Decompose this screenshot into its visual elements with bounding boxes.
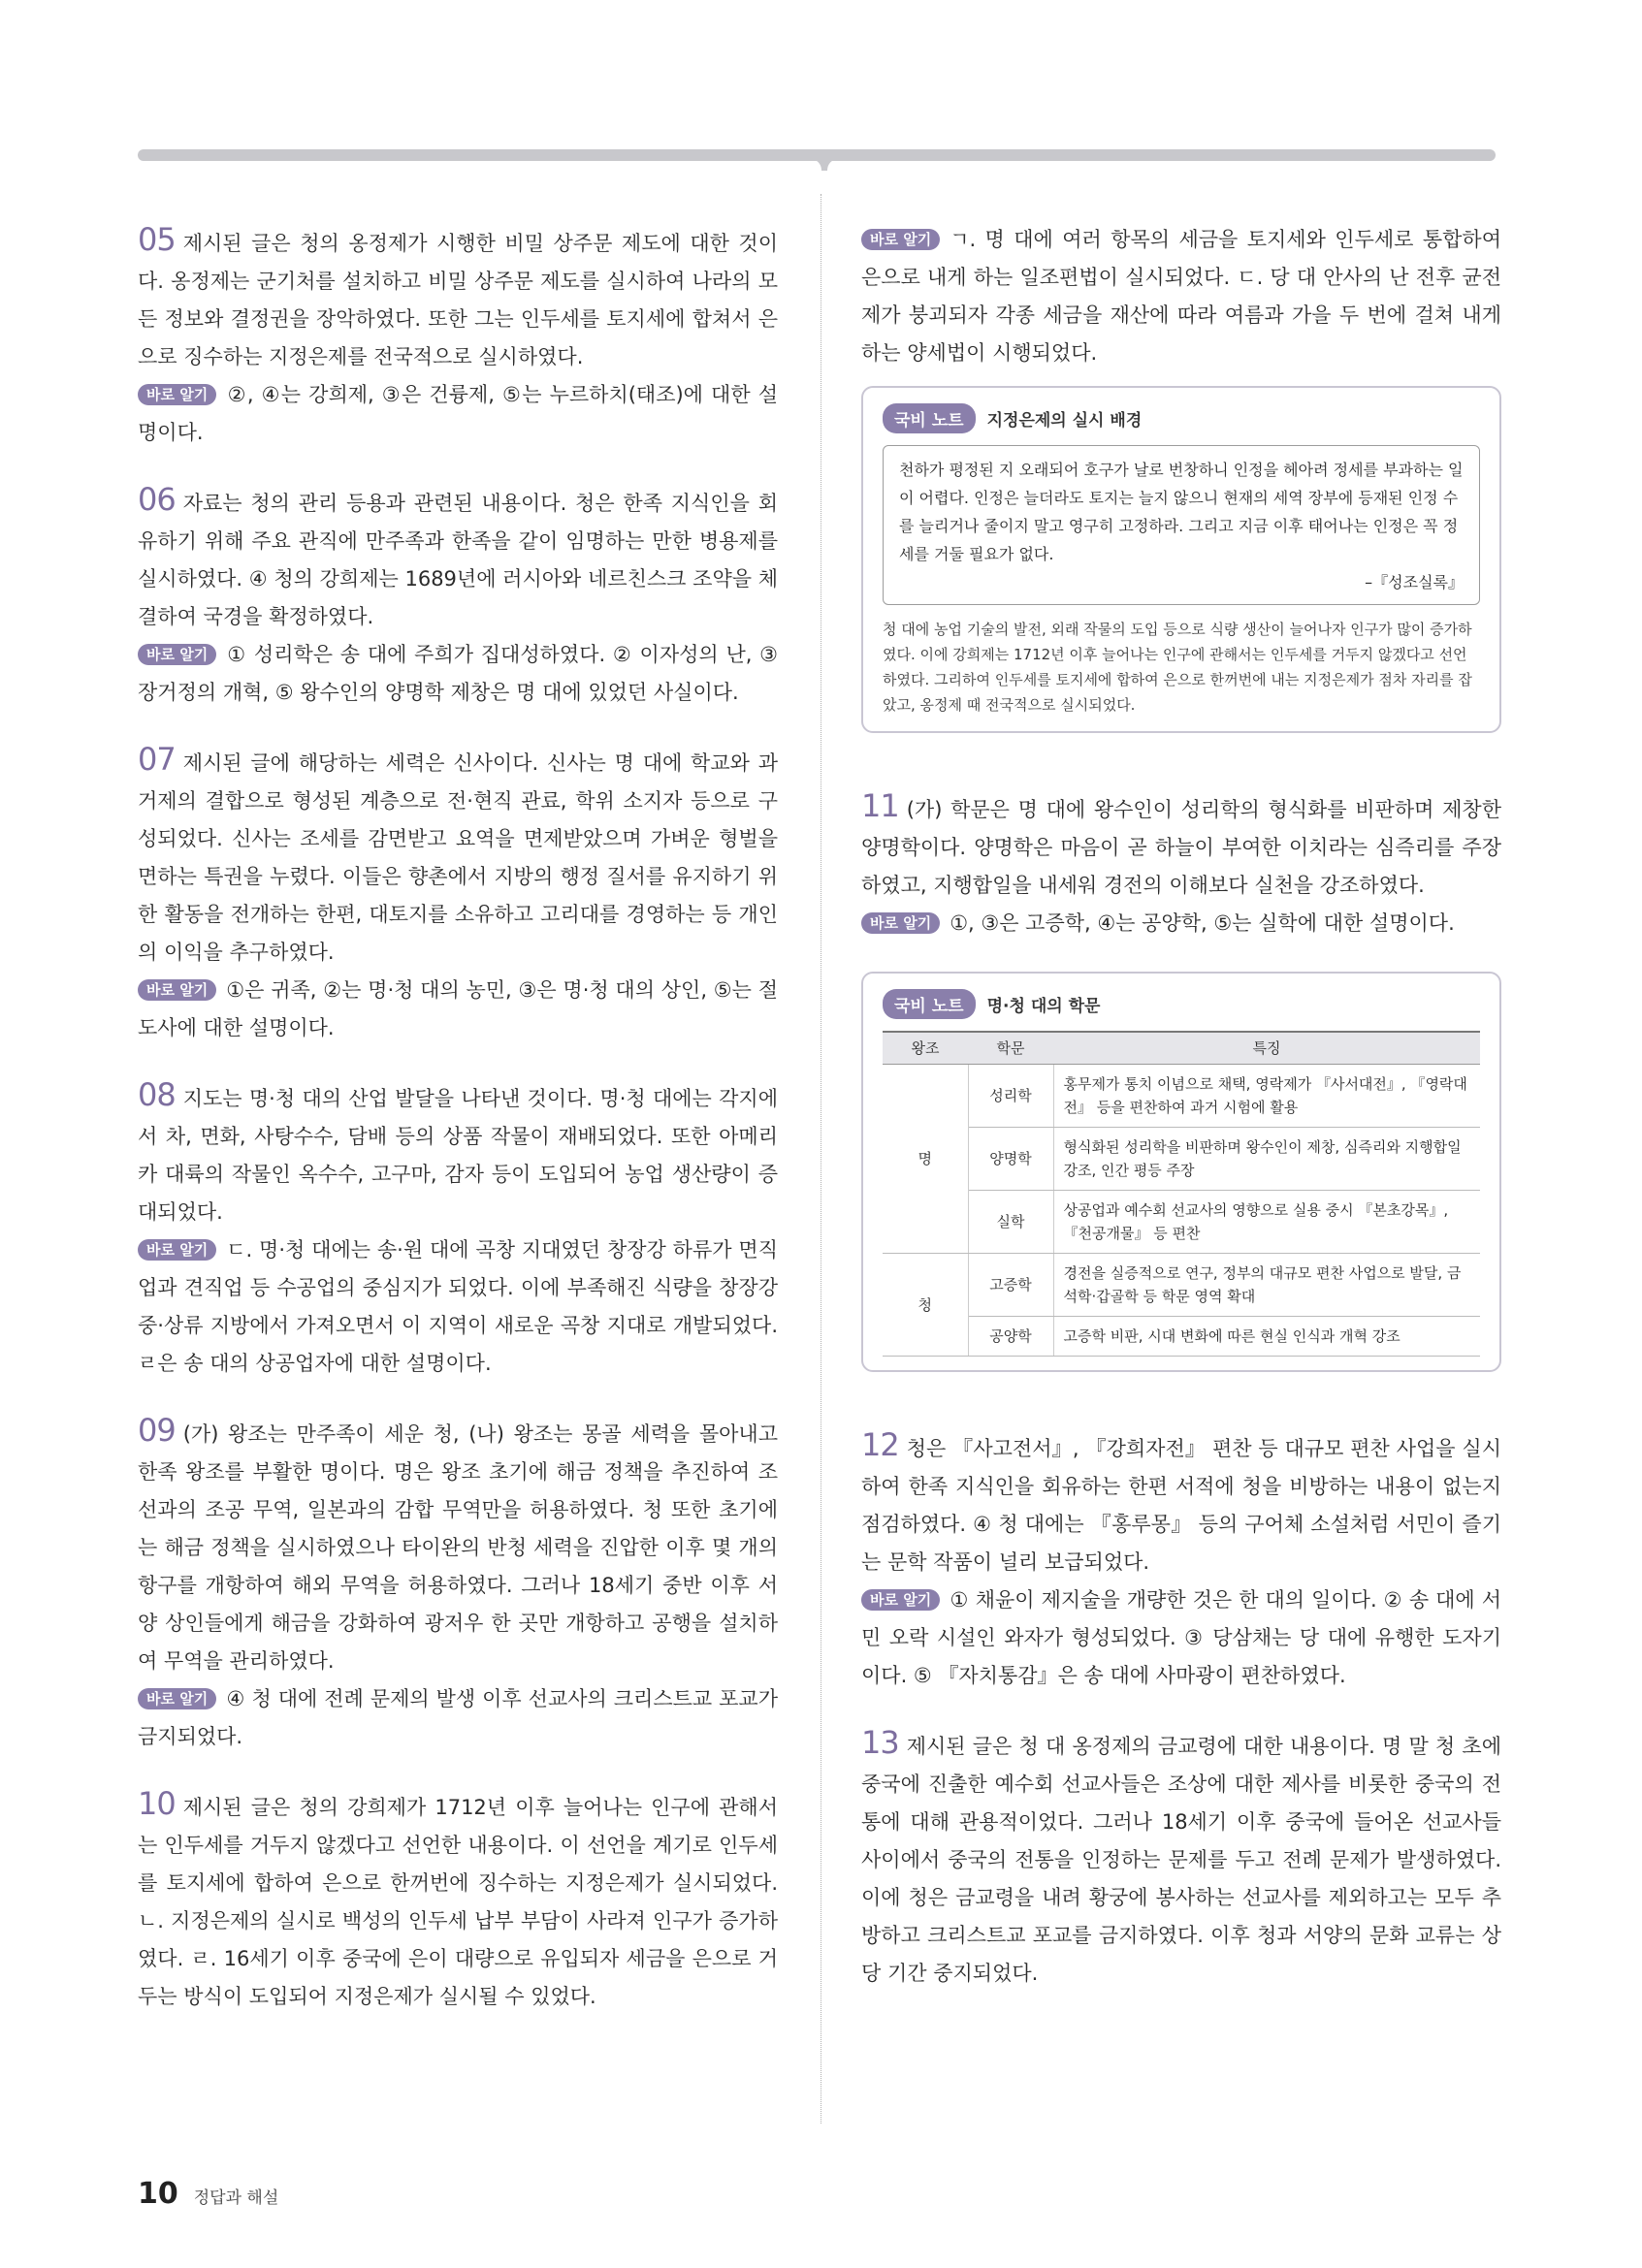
correct-badge: 바로 알기	[138, 979, 216, 1001]
feature-cell: 형식화된 성리학을 비판하며 왕수인이 제창, 심즉리와 지행합일 강조, 인간 평등 주장	[1053, 1128, 1480, 1191]
question-number: 10	[138, 1785, 176, 1822]
correct-badge: 바로 알기	[138, 1688, 216, 1709]
note-title: 지정은제의 실시 배경	[986, 411, 1143, 431]
feature-cell: 경전을 실증적으로 연구, 정부의 대규모 편찬 사업으로 발달, 금석학·갑골학 등 학문 영역 확대	[1053, 1254, 1480, 1317]
left-column	[138, 221, 778, 2045]
explanation-text: 제시된 글에 해당하는 세력은 신사이다. 신사는 명 대에 학교와 과거제의 결합으로 형성된 계층으로 전·현직 관료, 학위 소지자 등으로 구성되었다. 신사는 조세를 감면받고 요역을 면제받았으며 가벼운 형벌을 면하는 특권을 누렸다. 이들은 향촌에서 지방의 행정 질서를 유지하기 위한 활동을 전개하는 한편, 대토지를 소유하고 고리대를 경영하는 등 개인의 이익을 추구하였다.	[138, 751, 778, 964]
note-badge: 국비 노트	[883, 403, 976, 433]
question-number: 11	[861, 787, 899, 824]
feature-cell: 홍무제가 통치 이념으로 채택, 영락제가 『사서대전』, 『영락대전』 등을 편찬하여 과거 시험에 활용	[1053, 1065, 1480, 1128]
answer-12	[861, 1426, 1501, 1695]
correct-badge: 바로 알기	[138, 384, 216, 405]
table-row	[883, 1191, 1480, 1254]
explanation-text: (가) 학문은 명 대에 왕수인이 성리학의 형식화를 비판하며 제창한 양명학이다. 양명학은 마음이 곧 하늘이 부여한 이치라는 심즉리를 주장하였고, 지행합일을 내세워 경전의 이해보다 실천을 강조하였다.	[861, 798, 1501, 897]
answer-10	[138, 1785, 778, 2016]
header-study: 학문	[968, 1032, 1053, 1065]
study-cell: 고증학	[968, 1254, 1053, 1317]
explanation-text: 지도는 명·청 대의 산업 발달을 나타낸 것이다. 명·청 대에는 각지에서 차, 면화, 사탕수수, 담배 등의 상품 작물이 재배되었다. 또한 아메리카 대륙의 작물인 옥수수, 고구마, 감자 등이 도입되어 농업 생산량이 증대되었다.	[138, 1087, 778, 1224]
table-row	[883, 1317, 1480, 1357]
study-cell: 공양학	[968, 1317, 1053, 1357]
question-number: 13	[861, 1724, 899, 1761]
quote-source: –『성조실록』	[1365, 573, 1464, 591]
header-dynasty: 왕조	[883, 1032, 968, 1065]
correct-text: ① 성리학은 송 대에 주희가 집대성하였다. ② 이자성의 난, ③ 장거정의 개혁, ⑤ 왕수인의 양명학 제창은 명 대에 있었던 사실이다.	[138, 643, 778, 704]
page-label: 정답과 해설	[193, 2188, 279, 2208]
correct-badge: 바로 알기	[861, 1589, 940, 1611]
correct-badge: 바로 알기	[138, 1239, 216, 1261]
studies-table	[883, 1031, 1480, 1357]
question-number: 07	[138, 741, 176, 778]
feature-cell: 고증학 비판, 시대 변화에 따른 현실 인식과 개혁 강조	[1053, 1317, 1480, 1357]
note-header	[883, 989, 1480, 1019]
explanation-text: 자료는 청의 관리 등용과 관련된 내용이다. 청은 한족 지식인을 회유하기 위해 주요 관직에 만주족과 한족을 같이 임명하는 만한 병용제를 실시하였다. ④ 청의 강희제는 1689년에 러시아와 네르친스크 조약을 체결하여 국경을 확정하였다.	[138, 492, 778, 628]
answer-11	[861, 787, 1501, 942]
answer-13	[861, 1724, 1501, 1993]
dynasty-cell: 명	[883, 1065, 968, 1254]
answer-10-correct	[861, 221, 1501, 372]
bookmark-notch-icon	[795, 145, 853, 171]
note-header	[883, 403, 1480, 433]
explanation-text: (가) 왕조는 만주족이 세운 청, (나) 왕조는 몽골 세력을 몰아내고 한족 왕조를 부활한 명이다. 명은 왕조 초기에 해금 정책을 추진하여 조선과의 조공 무역, 일본과의 감합 무역만을 허용하였다. 청 또한 초기에는 해금 정책을 실시하였으나 타이완의 반청 세력을 진압한 이후 몇 개의 항구를 개항하여 해외 무역을 허용하였다. 그러나 18세기 중반 이후 서양 상인들에게 해금을 강화하여 광저우 한 곳만 개항하고 공행을 설치하여 무역을 관리하였다.	[138, 1422, 778, 1673]
explanation-text: 청은 『사고전서』, 『강희자전』 편찬 등 대규모 편찬 사업을 실시하여 한족 지식인을 회유하는 한편 서적에 청을 비방하는 내용이 없는지 점검하였다. ④ 청 대에는 『홍루몽』 등의 구어체 소설처럼 서민이 즐기는 문학 작품이 널리 보급되었다.	[861, 1437, 1501, 1574]
answer-06	[138, 481, 778, 712]
question-number: 09	[138, 1412, 176, 1449]
correct-text: ①은 귀족, ②는 명·청 대의 농민, ③은 명·청 대의 상인, ⑤는 절도사에 대한 설명이다.	[138, 978, 778, 1039]
source-quote-box	[883, 445, 1480, 605]
table-row	[883, 1128, 1480, 1191]
explanation-text: 제시된 글은 청의 옹정제가 시행한 비밀 상주문 제도에 대한 것이다. 옹정제는 군기처를 설치하고 비밀 상주문 제도를 실시하여 나라의 모든 정보와 결정권을 장악하였다. 또한 그는 인두세를 토지세에 합쳐서 은으로 징수하는 지정은제를 전국적으로 실시하였다.	[138, 232, 778, 368]
explanation-text: 제시된 글은 청의 강희제가 1712년 이후 늘어나는 인구에 관해서는 인두세를 거두지 않겠다고 선언한 내용이다. 이 선언을 계기로 인두세를 토지세에 합하여 은으로 한꺼번에 징수하는 지정은제가 실시되었다. ㄴ. 지정은제의 실시로 백성의 인두세 납부 부담이 사라져 인구가 증가하였다. ㄹ. 16세기 이후 중국에 은이 대량으로 유입되자 세금을 은으로 거두는 방식이 도입되어 지정은제가 실시될 수 있었다.	[138, 1796, 778, 2008]
correct-badge: 바로 알기	[861, 229, 940, 250]
answer-09	[138, 1412, 778, 1756]
question-number: 12	[861, 1426, 899, 1463]
answer-05	[138, 221, 778, 452]
table-header-row	[883, 1032, 1480, 1065]
study-note-box	[861, 386, 1501, 733]
correct-text: ㄱ. 명 대에 여러 항목의 세금을 토지세와 인두세로 통합하여 은으로 내게 하는 일조편법이 실시되었다. ㄷ. 당 대 안사의 난 전후 균전제가 붕괴되자 각종 세금을 재산에 따라 여름과 가을 두 번에 걸쳐 내게 하는 양세법이 시행되었다.	[861, 228, 1501, 365]
study-cell: 양명학	[968, 1128, 1053, 1191]
correct-text: ④ 청 대에 전례 문제의 발생 이후 선교사의 크리스트교 포교가 금지되었다.	[138, 1687, 778, 1748]
page-footer	[138, 2177, 278, 2211]
study-note-table-box	[861, 972, 1501, 1372]
answer-07	[138, 741, 778, 1047]
page-number: 10	[138, 2177, 178, 2211]
note-title: 명·청 대의 학문	[986, 997, 1101, 1016]
note-explanation: 청 대에 농업 기술의 발전, 외래 작물의 도입 등으로 식량 생산이 늘어나자 인구가 많이 증가하였다. 이에 강희제는 1712년 이후 늘어나는 인구에 관해서는 인두세를 거두지 않겠다고 선언하였다. 그리하여 인두세를 토지세에 합하여 은으로 한꺼번에 내는 지정은제가 점차 자리를 잡았고, 옹정제 때 전국적으로 실시되었다.	[883, 621, 1472, 714]
dynasty-cell: 청	[883, 1254, 968, 1357]
answer-08	[138, 1076, 778, 1383]
study-cell: 실학	[968, 1191, 1053, 1254]
correct-text: ①, ③은 고증학, ④는 공양학, ⑤는 실학에 대한 설명이다.	[950, 911, 1455, 935]
table-row	[883, 1254, 1480, 1317]
feature-cell: 상공업과 예수회 선교사의 영향으로 실용 중시 『본초강목』, 『천공개물』 등 편찬	[1053, 1191, 1480, 1254]
header-feature: 특징	[1053, 1032, 1480, 1065]
table-row	[883, 1065, 1480, 1128]
correct-badge: 바로 알기	[138, 644, 216, 665]
question-number: 05	[138, 221, 176, 258]
right-column	[861, 221, 1501, 2022]
correct-text: ②, ④는 강희제, ③은 건륭제, ⑤는 누르하치(태조)에 대한 설명이다.	[138, 383, 778, 444]
correct-text: ① 채윤이 제지술을 개량한 것은 한 대의 일이다. ② 송 대에 서민 오락 시설인 와자가 형성되었다. ③ 당삼채는 당 대에 유행한 도자기이다. ⑤ 『자치통감』은 송 대에 사마광이 편찬하였다.	[861, 1588, 1501, 1687]
study-cell: 성리학	[968, 1065, 1053, 1128]
quote-text: 천하가 평정된 지 오래되어 호구가 날로 번창하니 인정을 헤아려 정세를 부과하는 일이 어렵다. 인정은 늘더라도 토지는 늘지 않으니 현재의 세역 장부에 등재된 인정 수를 늘리거나 줄이지 말고 영구히 고정하라. 그리고 지금 이후 태어나는 인정은 꼭 정세를 거둘 필요가 없다.	[899, 461, 1464, 563]
correct-badge: 바로 알기	[861, 912, 940, 934]
note-badge: 국비 노트	[883, 989, 976, 1019]
question-number: 06	[138, 481, 176, 518]
question-number: 08	[138, 1076, 176, 1113]
explanation-text: 제시된 글은 청 대 옹정제의 금교령에 대한 내용이다. 명 말 청 초에 중국에 진출한 예수회 선교사들은 조상에 대한 제사를 비롯한 중국의 전통에 대해 관용적이었다. 그러나 18세기 이후 중국에 들어온 선교사들 사이에서 중국의 전통을 인정하는 문제를 두고 전례 문제가 발생하였다. 이에 청은 금교령을 내려 황궁에 봉사하는 선교사를 제외하고는 모두 추방하고 크리스트교 포교를 금지하였다. 이후 청과 서양의 문화 교류는 상당 기간 중지되었다.	[861, 1735, 1501, 1985]
correct-text: ㄷ. 명·청 대에는 송·원 대에 곡창 지대였던 창장강 하류가 면직업과 견직업 등 수공업의 중심지가 되었다. 이에 부족해진 식량을 창장강 중·상류 지방에서 가져오면서 이 지역이 새로운 곡창 지대로 개발되었다. ㄹ은 송 대의 상공업자에 대한 설명이다.	[138, 1238, 778, 1375]
